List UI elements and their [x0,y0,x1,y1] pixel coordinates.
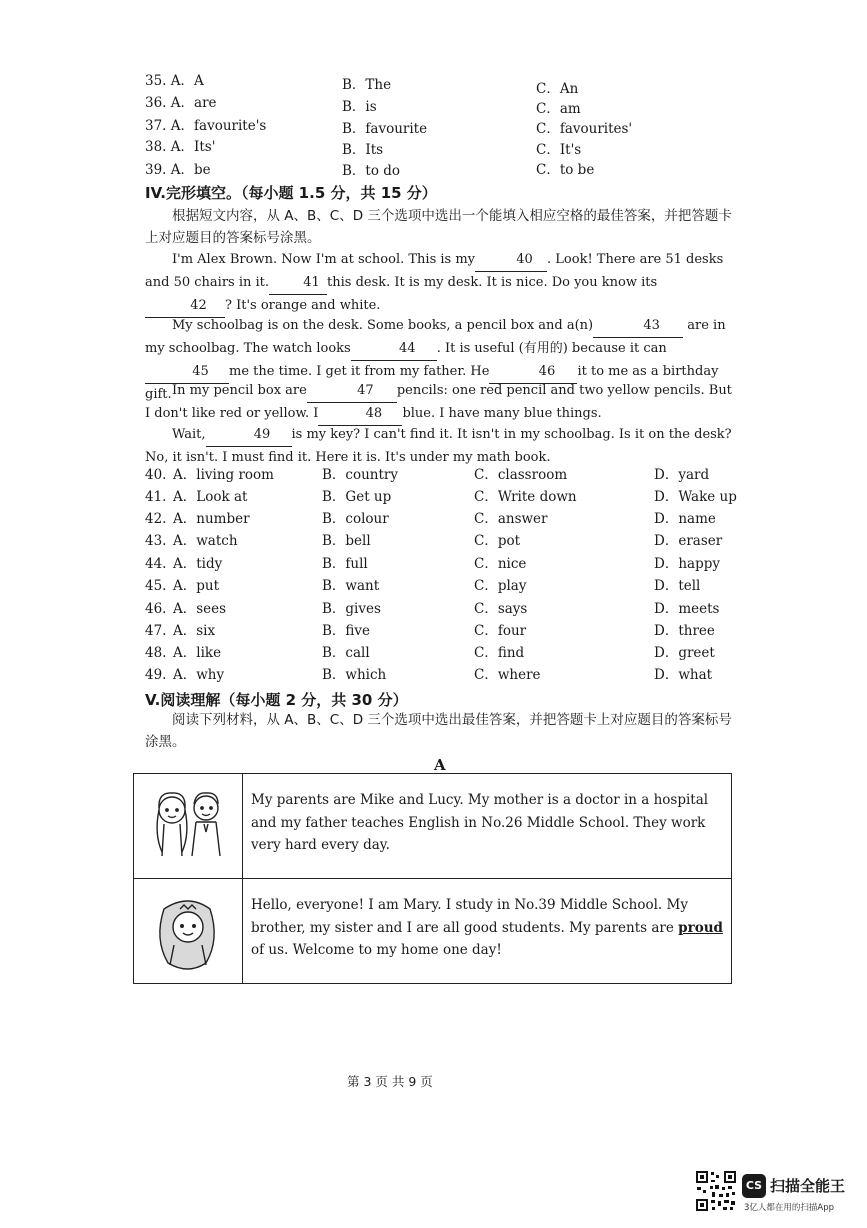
question-number: 46. [145,601,167,617]
option-c: C．to be [536,162,595,178]
option-b: B．country [322,467,399,483]
option-c: C．am [536,101,581,117]
option-b: B．want [322,578,380,594]
question-number: 48. [145,645,167,661]
girl-icon [134,879,242,979]
scanner-logo: CS [742,1174,766,1198]
table-row [134,774,732,879]
question-number: 41. [145,489,167,505]
option-c: C．play [474,578,527,594]
option-b: B．Its [342,142,384,158]
word-proud: proud [678,919,723,936]
option-d: D．tell [654,578,701,594]
blank-44: 44 [351,338,437,361]
option-c: C．find [474,645,525,661]
option-a: A．are [170,95,217,111]
option-d: D．greet [654,645,715,661]
question-number: 42. [145,511,167,527]
option-d: D．name [654,511,716,527]
blank-49: 49 [206,424,292,447]
option-d: D．eraser [654,533,723,549]
option-b: B．to do [342,163,401,179]
section-4-instruction: 根据短文内容，从 A、B、C、D 三个选项中选出一个能填入相应空格的最佳答案，并把答题卡上对应题目的答案标号涂黑。 [145,208,732,246]
option-b: B．Get up [322,489,392,505]
option-a: A．favourite's [170,118,267,134]
option-c: C．four [474,623,527,639]
option-a: A．like [173,645,222,661]
table-row [134,879,732,984]
option-b: B．favourite [342,121,428,137]
option-d: D．Wake up [654,489,737,505]
passage-text-2: Hello, everyone! I am Mary. I study in No.39 Middle School. My brother, my sister and I are all good students. My parents are proud of us. Welcome to my home one day! [243,879,732,984]
option-c: C．Write down [474,489,577,505]
blank-43: 43 [593,315,683,338]
option-b: B．call [322,645,370,661]
blank-42: 42 [145,295,225,318]
option-c: C．It's [536,142,582,158]
option-d: D．what [654,667,713,683]
option-d: D．happy [654,556,720,572]
girl-illustration [134,879,243,984]
option-c: C．where [474,667,541,683]
option-c: C．An [536,81,579,97]
option-b: B．bell [322,533,371,549]
option-a: A．living room [173,467,274,483]
option-d: D．three [654,623,715,639]
couple-icon [134,774,242,874]
option-a: A．A [170,73,204,89]
option-b: B．five [322,623,371,639]
question-number: 49. [145,667,167,683]
question-number: 36. [145,95,167,111]
option-a: A．six [173,623,216,639]
question-number: 43. [145,533,167,549]
page-number: 第 3 页 共 9 页 [347,1074,433,1089]
question-number: 39. [145,162,167,178]
cloze-paragraph-2: My schoolbag is on the desk. Some books, a pencil box and a(n) 43 are in my schoolbag. The watch looks 44 . It is useful (有用的) because it can45 me the time. I get it from my father. He 46 it to me as a birthday gift. [145,315,735,406]
question-number: 47. [145,623,167,639]
question-number: 38. [145,139,167,155]
question-number: 40. [145,467,167,483]
option-row [145,162,211,178]
option-row [145,95,217,111]
scanner-tagline: 3亿人都在用的扫描App [744,1203,835,1213]
option-a: A．put [173,578,220,594]
option-c: C．says [474,601,528,617]
option-a: A．tidy [173,556,223,572]
blank-40: 40 [475,249,547,272]
option-d: D．meets [654,601,720,617]
section-4-heading: IV.完形填空。（每小题 1.5 分，共 15 分） [145,184,437,202]
cloze-paragraph-3: In my pencil box are 47 pencils: one red pencil and two yellow pencils. But I don't like red or yellow. I 48 blue. I have many blue things. [145,380,735,426]
option-c: C．nice [474,556,527,572]
blank-45: 45 [145,361,229,384]
option-a: A．be [170,162,211,178]
option-a: A．why [173,667,225,683]
section-5-heading: V.阅读理解（每小题 2 分，共 30 分） [145,691,408,709]
option-c: C．pot [474,533,521,549]
option-b: B．The [342,77,392,93]
option-d: D．yard [654,467,710,483]
option-a: A．watch [173,533,238,549]
option-b: B．gives [322,601,381,617]
option-row [145,118,266,134]
blank-47: 47 [307,380,397,403]
option-row [145,73,204,89]
option-b: B．is [342,99,377,115]
option-b: B．colour [322,511,389,527]
option-c: C．answer [474,511,548,527]
passage-label: A [434,756,446,774]
option-c: C．favourites' [536,121,633,137]
option-a: A．number [173,511,250,527]
option-a: A．Its' [170,139,216,155]
scanner-app-name: 扫描全能王 [770,1177,846,1195]
passage-text-1: My parents are Mike and Lucy. My mother is a doctor in a hospital and my father teaches English in No.26 Middle School. They work very hard every day. [243,774,732,879]
question-number: 37. [145,118,167,134]
qr-code-icon [695,1170,737,1212]
option-a: A．Look at [173,489,248,505]
option-c: C．classroom [474,467,568,483]
cloze-paragraph-1: I'm Alex Brown. Now I'm at school. This is my 40 . Look! There are 51 desks and 50 chairs in it. 41 this desk. It is my desk. It is nice. Do you know its42 ? It's orange and white. [145,249,735,318]
question-number: 35. [145,73,167,89]
section-5-instruction: 阅读下列材料，从 A、B、C、D 三个选项中选出最佳答案，并把答题卡上对应题目的答案标号涂黑。 [145,712,732,750]
option-row [145,139,215,155]
option-b: B．which [322,667,387,683]
blank-41: 41 [269,272,327,295]
reading-table [133,773,732,984]
couple-illustration [134,774,243,879]
option-a: A．sees [173,601,227,617]
question-number: 44. [145,556,167,572]
question-number: 45. [145,578,167,594]
option-b: B．full [322,556,368,572]
blank-48: 48 [318,403,402,426]
cloze-paragraph-4: Wait, 49 is my key? I can't find it. It isn't in my schoolbag. Is it on the desk? No, it isn't. I must find it. Here it is. It's under my math book. [145,424,735,469]
blank-46: 46 [489,361,577,384]
